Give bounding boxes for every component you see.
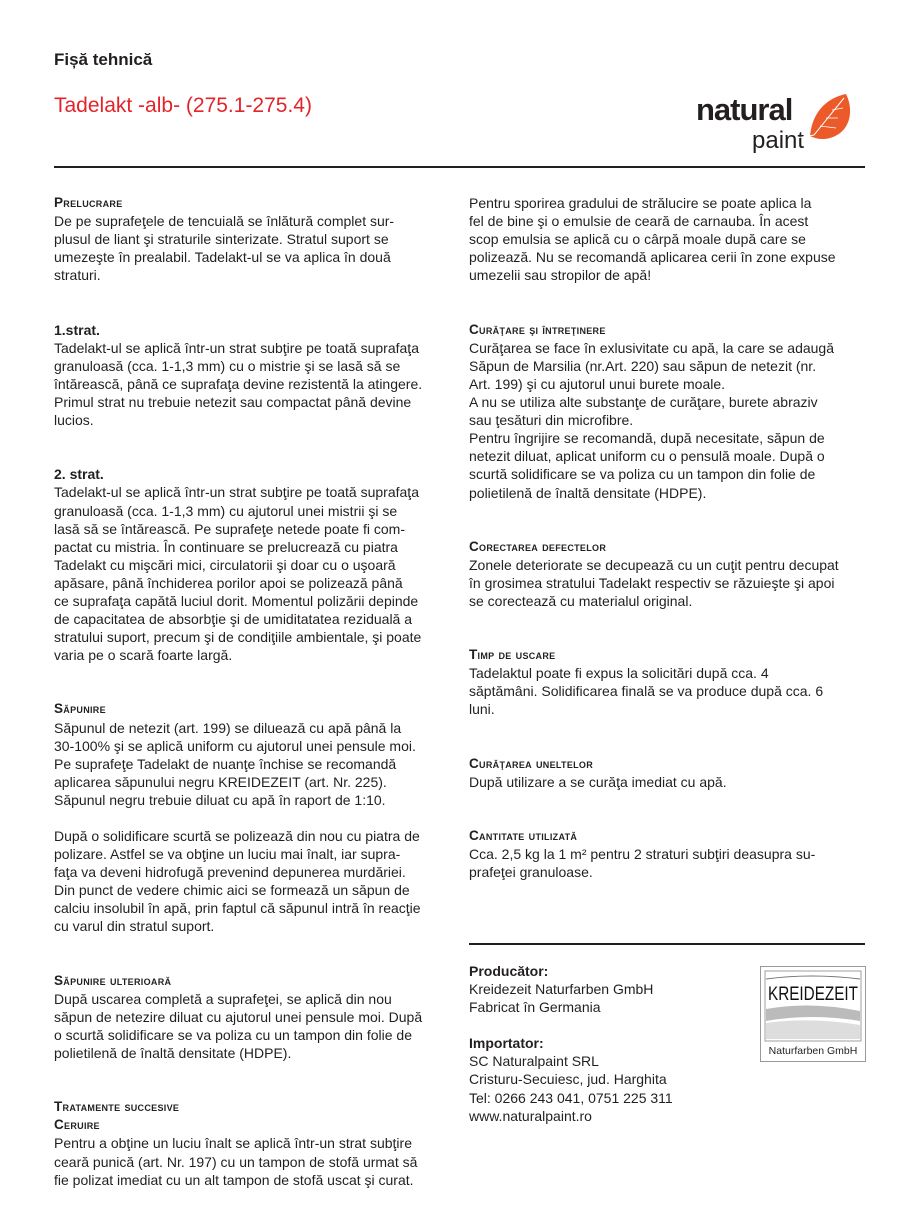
section-heading: 1.strat. bbox=[54, 321, 100, 338]
section-heading: Săpunire ulterioară bbox=[54, 972, 172, 988]
section-text: Săpunul de netezit (art. 199) se diluează cu apă până la 30-100% şi se aplică uniform cu ajutorul unei pensule moi. Pe suprafeţe Tadelakt de nuanţe închise se recomandă aplicarea săpunului negru KREIDEZEIT (art. Nr. 225). Săpunul negru trebuie diluat cu apă în raport de 1:10. bbox=[54, 719, 416, 808]
section-heading: Cantitate utilizată bbox=[469, 827, 578, 843]
right-column bbox=[469, 176, 869, 917]
section-subheading: Ceruire bbox=[54, 1117, 100, 1133]
product-title: Tadelakt -alb- (275.1-275.4) bbox=[54, 94, 312, 117]
section-heading: Corectarea defectelor bbox=[469, 538, 607, 554]
producer-label: Producător: bbox=[469, 963, 549, 979]
section-heading: Curăţarea uneltelor bbox=[469, 755, 594, 771]
section-text: Tadelaktul poate fi expus la solicitări după cca. 4 săptămâni. Solidificarea finală se va produce după cca. 6 luni. bbox=[469, 665, 824, 718]
section-text: Tadelakt-ul se aplică într-un strat subţire pe toată suprafaţa granuloasă (cca. 1-1,3 mm) cu ajutorul unei mistrii şi se lasă să se întărească. Pe suprafeţe netede poate fi com- pactat cu mistria. În continuare se prelucrează cu piatra Tadelakt cu mişcări mici, circulatorii şi doar cu o uşoară apăsare, până închiderea porilor apoi se polizează până ce suprafaţa capătă luciul dorit. Momentul polizării depinde de capacitatea de absorbţie şi de umiditatatea reziduală a stratului suport, precum şi de condiţiile ambientale, şi poate varia pe o scară foarte largă. bbox=[54, 484, 422, 664]
section-text: Tadelakt-ul se aplică într-un strat subţire pe toată suprafaţa granuloasă (cca. 1-1,3 mm) cu o mistrie şi se lasă să se întărească, până ce suprafaţa devine rezistentă la atingere. Primul strat nu trebuie netezit sau compactat până devine lucios. bbox=[54, 339, 423, 429]
section-text: Pentru a obţine un luciu înalt se aplică într-un strat subţire ceară punică (art. Nr. 197) cu un tampon de stofă urmat să fie polizat imediat cu un alt tampon de stofă uscat şi curat. bbox=[54, 1135, 418, 1188]
section-heading: Săpunire bbox=[54, 701, 106, 717]
importer-label: Importator: bbox=[469, 1035, 544, 1052]
header-divider bbox=[54, 166, 865, 168]
importer-info: SC Naturalpaint SRL Cristuru-Secuiesc, jud. Harghita Tel: 0266 243 041, 0751 225 311 www.naturalpaint.ro bbox=[469, 1053, 673, 1124]
section-text: După uscarea completă a suprafeţei, se aplică din nou săpun de netezire diluat cu ajutorul unei pensule moi. După o scurtă solidificare se va poliza cu un tampon din folie de polietilenă de înaltă densitate (HDPE). bbox=[54, 990, 423, 1062]
section-heading: Tratamente succesive bbox=[54, 1099, 180, 1115]
svg-text:natural: natural bbox=[696, 92, 793, 127]
section-text: Zonele deteriorate se decupează cu un cuţit pentru decupat în grosimea stratului Tadelakt respectiv se răzuieşte şi apoi se corectează cu materialul original. bbox=[469, 556, 839, 609]
section-text: Pentru sporirea gradului de strălucire se poate aplica la fel de bine şi o emulsie de ceară de carnauba. În acest scop emulsia se aplică cu o cârpă moale după care se polizează. Nu se recomandă aplicarea cerii în zone expuse umezelii sau stropilor de apă! bbox=[469, 195, 836, 284]
doc-type-title: Fișă tehnică bbox=[54, 50, 153, 69]
section-text: De pe suprafeţele de tencuială se înlătură complet sur- plusul de liant şi straturile sinterizate. Stratul suport se umezeşte în prealabil. Tadelakt-ul se va aplica în două straturi. bbox=[54, 213, 395, 284]
left-column bbox=[54, 176, 454, 1225]
svg-text:KREIDEZEIT: KREIDEZEIT bbox=[768, 984, 859, 1005]
producer-info: Kreidezeit Naturfarben GmbH Fabricat în Germania bbox=[469, 981, 654, 1016]
kreidezeit-logo bbox=[760, 966, 866, 1062]
natural-paint-logo bbox=[696, 88, 856, 154]
section-text: Curăţarea se face în exlusivitate cu apă, la care se adaugă Săpun de Marsilia (nr.Art. 220) sau săpun de netezit (nr. Art. 199) şi cu ajutorul unui burete moale. A nu se utiliza alte substanţe de curăţare, burete abraziv sau ţesături din microfibre. Pentru îngrijire se recomandă, după necesitate, săpun de netezit diluat, aplicat uniform cu o pensulă moale. După o scurtă solidificare se va poliza cu un tampon din folie de polietilenă de înaltă densitate (HDPE). bbox=[469, 339, 834, 501]
contact-block bbox=[469, 962, 759, 1125]
section-text: După o solidificare scurtă se polizează din nou cu piatra de polizare. Astfel se va obţine un luciu mai înalt, iar supra- faţa va deveni hidrofugă prevenind depunerea murdăriei. Din punct de vedere chimic aici se formează un săpun de calciu insolubil în apă, prin faptul că săpunul intră în reacţie cu varul din stratul suport. bbox=[54, 828, 421, 935]
section-text: După utilizare a se curăţa imediat cu apă. bbox=[469, 773, 727, 790]
kreidezeit-caption: Naturfarben GmbH bbox=[768, 1045, 858, 1057]
section-heading: Curăţare şi întreţinere bbox=[469, 321, 606, 337]
section-text: Cca. 2,5 kg la 1 m² pentru 2 straturi subţiri deasupra su- prafeţei granuloase. bbox=[469, 846, 816, 881]
section-heading: Prelucrare bbox=[54, 195, 123, 211]
section-heading: 2. strat. bbox=[54, 466, 104, 483]
svg-text:paint: paint bbox=[752, 127, 805, 154]
section-heading: Timp de uscare bbox=[469, 647, 556, 663]
footer-divider bbox=[469, 943, 865, 945]
